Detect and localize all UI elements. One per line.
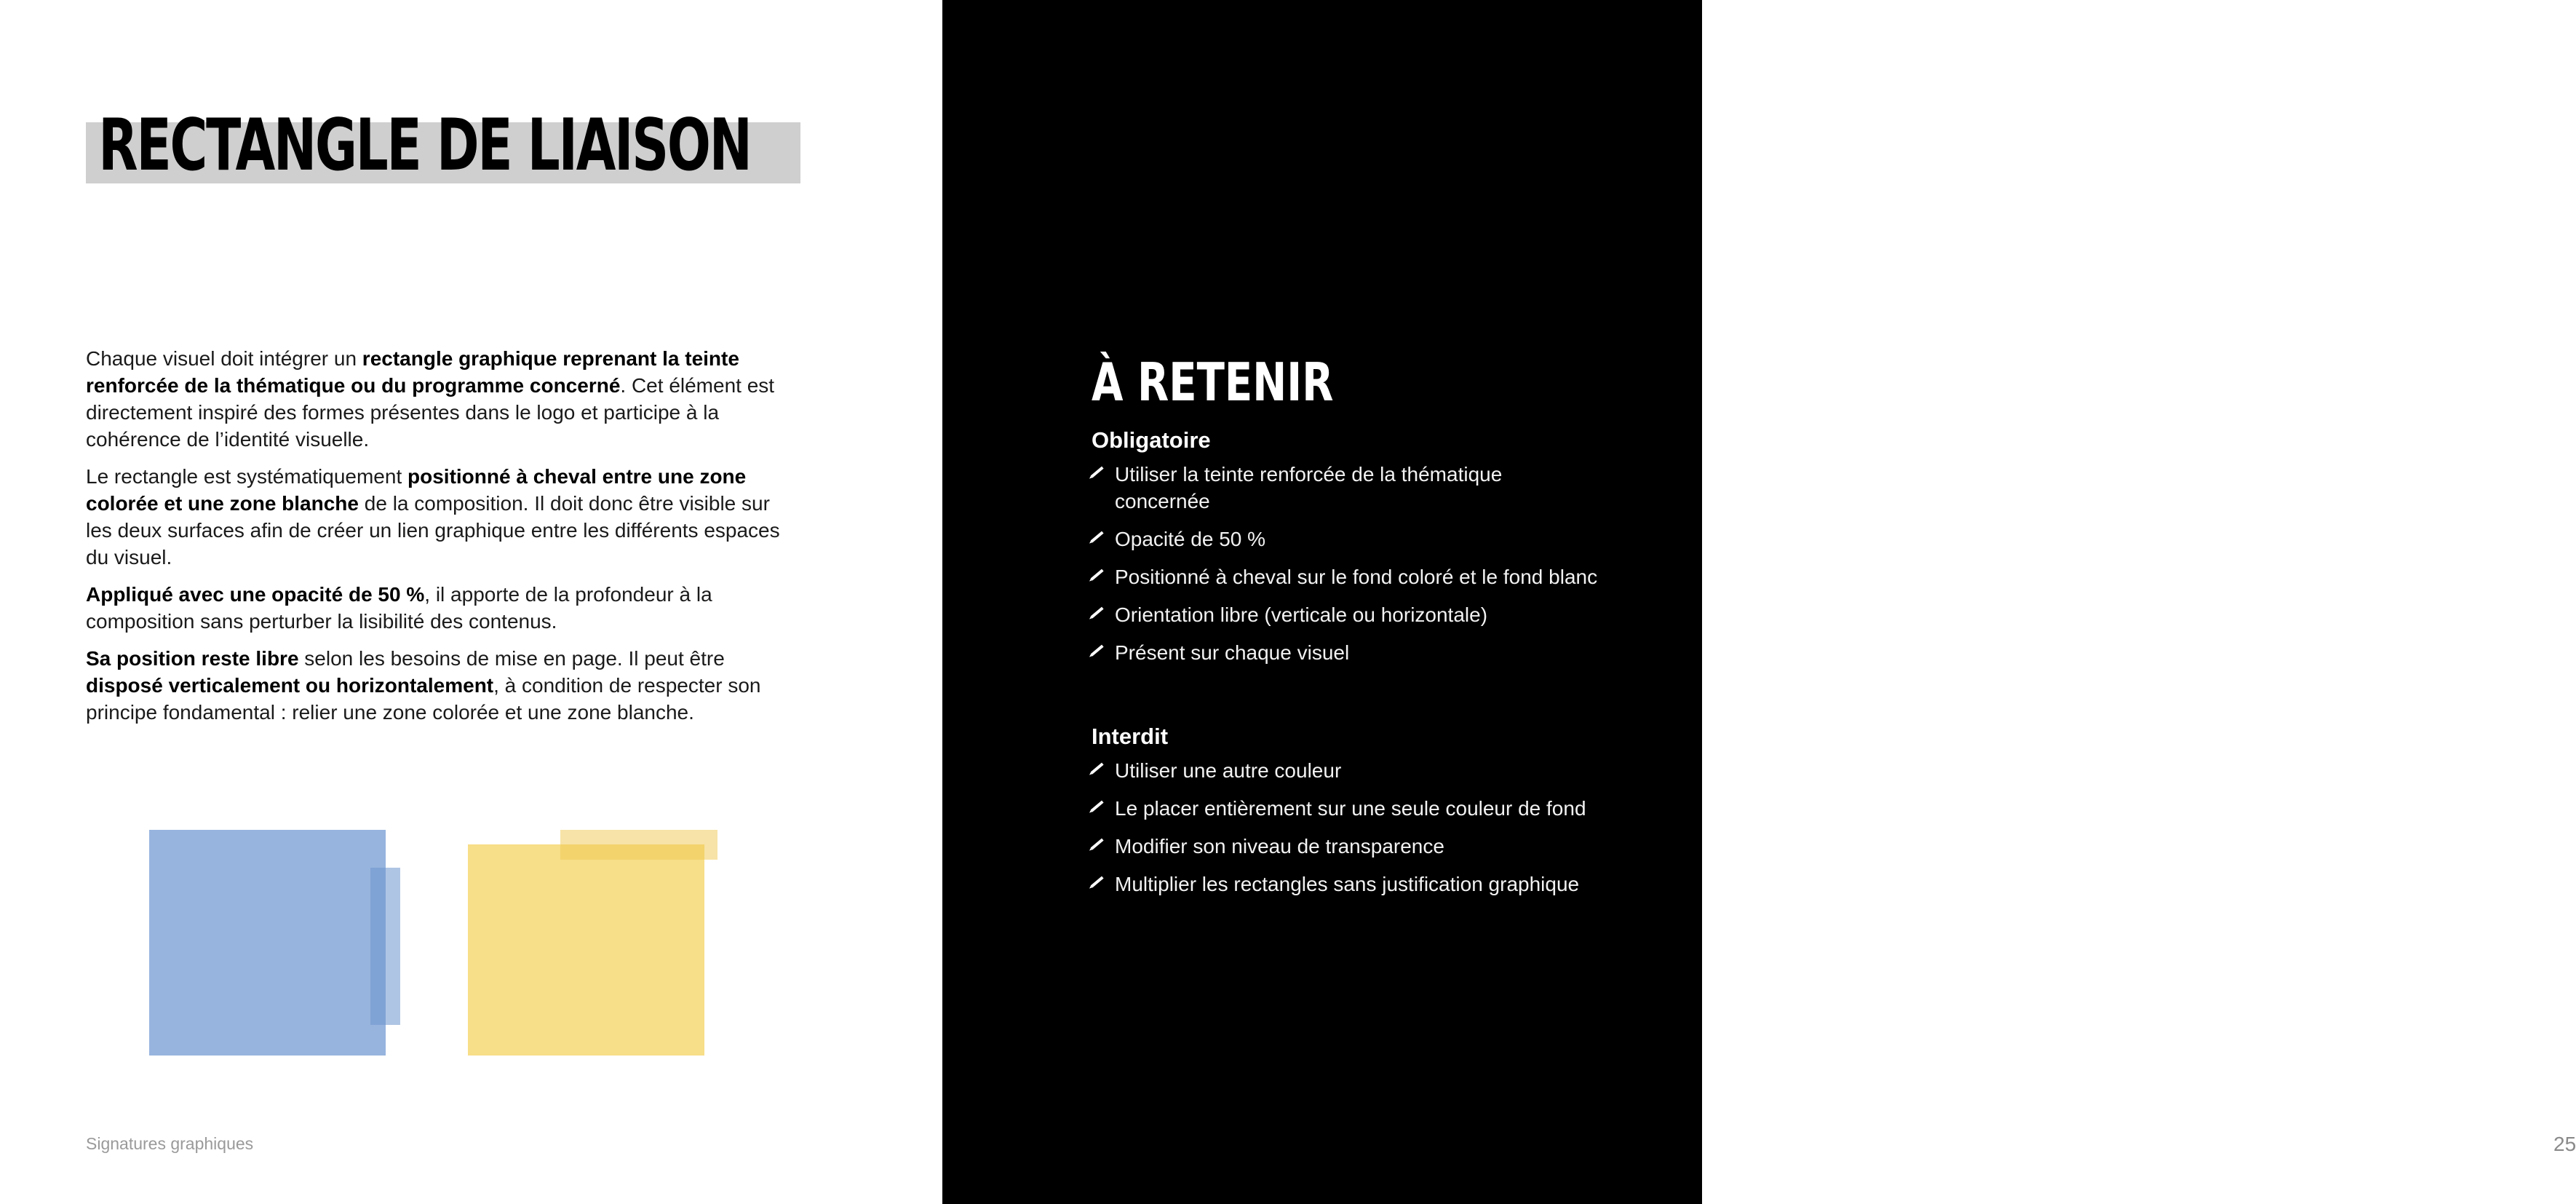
retenir-panel xyxy=(942,0,2576,1204)
list-item: Opacité de 50 % xyxy=(1092,526,1601,553)
list-item: Utiliser la teinte renforcée de la thématique concernée xyxy=(1092,461,1601,515)
left-page xyxy=(0,0,942,1204)
paragraph-1: Chaque visuel doit intégrer un rectangle graphique reprenant la teinte renforcée de la thématique ou du programme concerné. Cet élément est directement inspiré des formes présentes dans le logo et participe à la cohérence de l’identité visuelle. xyxy=(86,347,775,451)
list-item: Utiliser une autre couleur xyxy=(1092,757,1601,784)
list-item: Positionné à cheval sur le fond coloré et le fond blanc xyxy=(1092,563,1601,590)
pencil-icon xyxy=(1091,607,1104,619)
interdit-section xyxy=(1092,722,1601,908)
pencil-icon xyxy=(1091,763,1104,775)
interdit-heading: Interdit xyxy=(1092,724,1169,749)
pencil-icon xyxy=(1091,876,1104,888)
yellow-demo-square xyxy=(468,844,704,1056)
yellow-horizontal-liaison-rectangle xyxy=(560,830,717,860)
list-item: Multiplier les rectangles sans justification graphique xyxy=(1092,871,1601,898)
list-item: Le placer entièrement sur une seule couleur de fond xyxy=(1092,795,1601,822)
page-title: RECTANGLE DE LIAISON xyxy=(98,104,751,187)
list-item: Orientation libre (verticale ou horizontale) xyxy=(1092,601,1601,628)
paragraph-4: Sa position reste libre selon les besoins de mise en page. Il peut être disposé verticalement ou horizontalement, à condition de respecter son principe fondamental : relier une zone colorée et une zone blanche. xyxy=(86,647,761,724)
list-item: Modifier son niveau de transparence xyxy=(1092,833,1601,860)
obligatoire-heading: Obligatoire xyxy=(1092,427,1211,453)
pencil-icon xyxy=(1091,801,1104,812)
footer-section-label: Signatures graphiques xyxy=(86,1134,254,1153)
pencil-icon xyxy=(1091,531,1104,543)
obligatoire-list xyxy=(1092,461,1601,666)
interdit-list xyxy=(1092,757,1601,898)
retenir-title: À RETENIR xyxy=(1092,352,1334,413)
page-number: 25 xyxy=(2553,1133,2576,1155)
blue-demo-square xyxy=(149,830,386,1056)
list-item: Présent sur chaque visuel xyxy=(1092,639,1601,666)
obligatoire-section xyxy=(1092,426,1601,677)
paragraph-3: Appliqué avec une opacité de 50 %, il apporte de la profondeur à la composition sans perturber la lisibilité des contenus. xyxy=(86,583,712,633)
paragraph-2: Le rectangle est systématiquement positionné à cheval entre une zone colorée et une zone blanche de la composition. Il doit donc être visible sur les deux surfaces afin de créer un lien graphique entre les différents espaces du visuel. xyxy=(86,465,780,569)
pencil-icon xyxy=(1091,645,1104,657)
page-title-block xyxy=(86,102,1009,189)
pencil-icon xyxy=(1091,839,1104,850)
pencil-icon xyxy=(1091,467,1104,478)
body-text xyxy=(86,345,799,736)
blue-vertical-liaison-rectangle xyxy=(370,868,400,1025)
pencil-icon xyxy=(1091,569,1104,581)
